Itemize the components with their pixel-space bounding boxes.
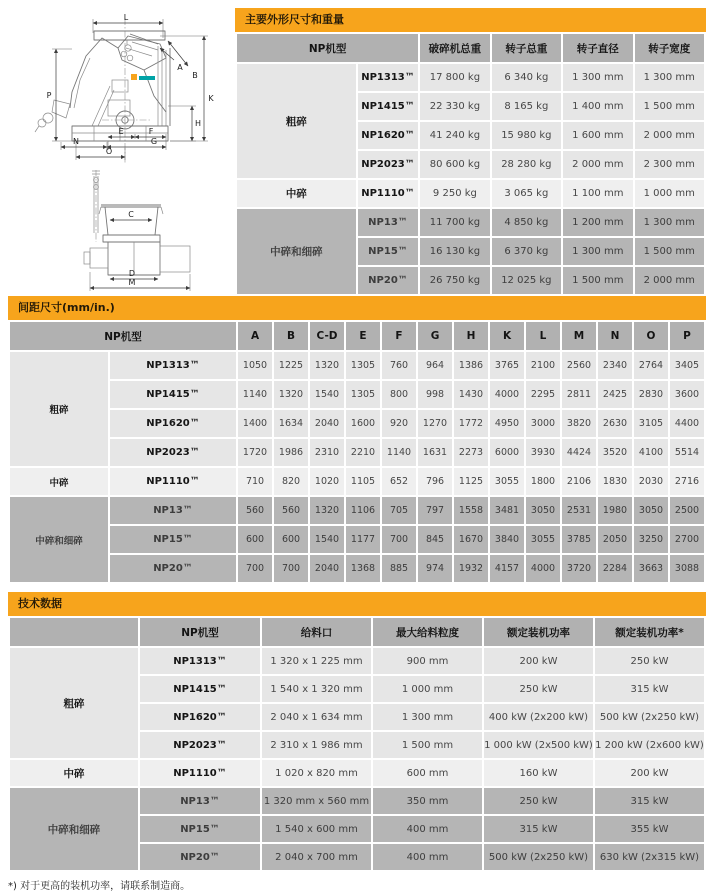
value-cell: 4400 <box>670 410 704 437</box>
value-cell: 1 320 mm x 560 mm <box>262 788 371 814</box>
value-cell: 17 800 kg <box>420 64 489 91</box>
value-cell: 4 850 kg <box>492 209 561 236</box>
value-cell: 1558 <box>454 497 488 524</box>
model-cell: NP1620™ <box>358 122 418 149</box>
value-cell: 1 300 mm <box>635 209 704 236</box>
group-cell: 中碎 <box>10 468 108 495</box>
value-cell: 2830 <box>634 381 668 408</box>
value-cell: 3250 <box>634 526 668 553</box>
value-cell: 1386 <box>454 352 488 379</box>
value-cell: 400 mm <box>373 844 482 870</box>
group-cell: 中碎 <box>237 180 356 207</box>
section-title-dimensions-weight: 主要外形尺寸和重量 <box>235 8 706 32</box>
value-cell: 1 540 x 1 320 mm <box>262 676 371 702</box>
value-cell: 2100 <box>526 352 560 379</box>
model-cell: NP13™ <box>358 209 418 236</box>
spacing-dimensions-section <box>8 296 706 584</box>
value-cell: 1140 <box>238 381 272 408</box>
value-cell: 250 kW <box>484 788 593 814</box>
model-cell: NP1313™ <box>110 352 236 379</box>
dim-label-M: M <box>128 278 136 287</box>
value-cell: 1 600 mm <box>563 122 632 149</box>
value-cell: 1 100 mm <box>563 180 632 207</box>
right-attachment <box>160 246 190 272</box>
value-cell: 26 750 kg <box>420 267 489 294</box>
value-cell: 700 <box>238 555 272 582</box>
dim-label-G: G <box>150 137 158 146</box>
value-cell: 1634 <box>274 410 308 437</box>
value-cell: 2560 <box>562 352 596 379</box>
dim-label-N: N <box>73 137 79 146</box>
model-cell: NP15™ <box>110 526 236 553</box>
top-beam <box>94 31 165 40</box>
value-cell: 2273 <box>454 439 488 466</box>
value-cell: 315 kW <box>484 816 593 842</box>
col-header: P <box>670 322 704 350</box>
value-cell: 3765 <box>490 352 524 379</box>
value-cell: 1 300 mm <box>635 64 704 91</box>
value-cell: 1305 <box>346 352 380 379</box>
value-cell: 1631 <box>418 439 452 466</box>
value-cell: 250 kW <box>484 676 593 702</box>
value-cell: 1 500 mm <box>635 238 704 265</box>
col-header: O <box>634 322 668 350</box>
value-cell: 8 165 kg <box>492 93 561 120</box>
model-cell: NP20™ <box>140 844 260 870</box>
value-cell: 1600 <box>346 410 380 437</box>
value-cell: 3785 <box>562 526 596 553</box>
value-cell: 6 370 kg <box>492 238 561 265</box>
col-header: A <box>238 322 272 350</box>
value-cell: 3 065 kg <box>492 180 561 207</box>
value-cell: 4000 <box>526 555 560 582</box>
model-cell: NP1313™ <box>358 64 418 91</box>
model-cell: NP15™ <box>358 238 418 265</box>
value-cell: 9 250 kg <box>420 180 489 207</box>
value-cell: 1020 <box>310 468 344 495</box>
value-cell: 1980 <box>598 497 632 524</box>
value-cell: 500 kW (2x250 kW) <box>595 704 704 730</box>
value-cell: 160 kW <box>484 760 593 786</box>
col-header: B <box>274 322 308 350</box>
dim-label-P: P <box>46 91 52 100</box>
value-cell: 3520 <box>598 439 632 466</box>
value-cell: 998 <box>418 381 452 408</box>
value-cell: 1 400 mm <box>563 93 632 120</box>
dim-label-O: O <box>105 147 113 156</box>
value-cell: 1 000 mm <box>635 180 704 207</box>
value-cell: 560 <box>274 497 308 524</box>
value-cell: 355 kW <box>595 816 704 842</box>
dim-label-B: B <box>192 71 198 80</box>
value-cell: 1670 <box>454 526 488 553</box>
crusher-dimension-diagram <box>8 8 233 295</box>
value-cell: 1540 <box>310 526 344 553</box>
value-cell: 250 kW <box>595 648 704 674</box>
dim-label-D: D <box>128 269 136 278</box>
value-cell: 6 340 kg <box>492 64 561 91</box>
value-cell: 3840 <box>490 526 524 553</box>
value-cell: 560 <box>238 497 272 524</box>
col-header: 转子宽度 <box>635 34 704 62</box>
side-view <box>35 13 214 164</box>
value-cell: 760 <box>382 352 416 379</box>
value-cell: 28 280 kg <box>492 151 561 178</box>
value-cell: 1 300 mm <box>373 704 482 730</box>
footnote: *) 对于更高的装机功率，请联系制造商。 <box>8 881 191 892</box>
value-cell: 1320 <box>310 352 344 379</box>
group-cell: 粗碎 <box>237 64 356 178</box>
value-cell: 3600 <box>670 381 704 408</box>
value-cell: 22 330 kg <box>420 93 489 120</box>
value-cell: 2310 <box>310 439 344 466</box>
col-header-model: NP机型 <box>140 618 260 646</box>
value-cell: 1 540 x 600 mm <box>262 816 371 842</box>
value-cell: 3050 <box>634 497 668 524</box>
dimensions-weight-section <box>235 8 706 296</box>
model-cell: NP13™ <box>110 497 236 524</box>
value-cell: 796 <box>418 468 452 495</box>
value-cell: 1140 <box>382 439 416 466</box>
value-cell: 1305 <box>346 381 380 408</box>
value-cell: 1720 <box>238 439 272 466</box>
value-cell: 2630 <box>598 410 632 437</box>
technical-data-section <box>8 592 706 872</box>
technical-data-table <box>8 616 706 872</box>
col-header-model: NP机型 <box>10 322 236 350</box>
spacing-dimensions-table <box>8 320 706 584</box>
value-cell: 2 300 mm <box>635 151 704 178</box>
value-cell: 2040 <box>310 410 344 437</box>
value-cell: 15 980 kg <box>492 122 561 149</box>
col-header: 转子直径 <box>563 34 632 62</box>
col-header: L <box>526 322 560 350</box>
value-cell: 1 200 mm <box>563 209 632 236</box>
value-cell: 2 310 x 1 986 mm <box>262 732 371 758</box>
value-cell: 3663 <box>634 555 668 582</box>
value-cell: 2 040 x 700 mm <box>262 844 371 870</box>
value-cell: 2 000 mm <box>563 151 632 178</box>
dim-label-F: F <box>148 127 154 136</box>
value-cell: 2295 <box>526 381 560 408</box>
front-view <box>84 170 190 291</box>
group-cell: 中碎和细碎 <box>10 497 108 582</box>
value-cell: 1 500 mm <box>563 267 632 294</box>
col-header: 额定装机功率* <box>595 618 704 646</box>
value-cell: 2284 <box>598 555 632 582</box>
col-header: M <box>562 322 596 350</box>
value-cell: 1 000 mm <box>373 676 482 702</box>
value-cell: 2 000 mm <box>635 122 704 149</box>
value-cell: 315 kW <box>595 788 704 814</box>
model-cell: NP1313™ <box>140 648 260 674</box>
value-cell: 797 <box>418 497 452 524</box>
value-cell: 1 020 x 820 mm <box>262 760 371 786</box>
value-cell: 4100 <box>634 439 668 466</box>
col-header: K <box>490 322 524 350</box>
value-cell: 1 500 mm <box>373 732 482 758</box>
value-cell: 41 240 kg <box>420 122 489 149</box>
col-header-model: NP机型 <box>237 34 418 62</box>
dim-label-K: K <box>208 94 214 103</box>
value-cell: 1800 <box>526 468 560 495</box>
value-cell: 2716 <box>670 468 704 495</box>
value-cell: 2106 <box>562 468 596 495</box>
col-header: F <box>382 322 416 350</box>
value-cell: 845 <box>418 526 452 553</box>
value-cell: 4000 <box>490 381 524 408</box>
model-cell: NP2023™ <box>140 732 260 758</box>
col-header-empty <box>10 618 138 646</box>
value-cell: 500 kW (2x250 kW) <box>484 844 593 870</box>
value-cell: 2425 <box>598 381 632 408</box>
model-cell: NP2023™ <box>358 151 418 178</box>
value-cell: 1 500 mm <box>635 93 704 120</box>
value-cell: 1430 <box>454 381 488 408</box>
value-cell: 630 kW (2x315 kW) <box>595 844 704 870</box>
value-cell: 1830 <box>598 468 632 495</box>
value-cell: 12 025 kg <box>492 267 561 294</box>
value-cell: 2040 <box>310 555 344 582</box>
value-cell: 600 <box>238 526 272 553</box>
value-cell: 900 mm <box>373 648 482 674</box>
brand-mark-orange <box>131 74 137 80</box>
dim-label-H: H <box>194 119 202 128</box>
value-cell: 400 mm <box>373 816 482 842</box>
group-cell: 粗碎 <box>10 648 138 758</box>
value-cell: 2340 <box>598 352 632 379</box>
value-cell: 1932 <box>454 555 488 582</box>
group-cell: 中碎 <box>10 760 138 786</box>
col-header: 转子总重 <box>492 34 561 62</box>
value-cell: 3930 <box>526 439 560 466</box>
value-cell: 1368 <box>346 555 380 582</box>
value-cell: 700 <box>274 555 308 582</box>
col-header: 最大给料粒度 <box>373 618 482 646</box>
value-cell: 1177 <box>346 526 380 553</box>
dim-label-E: E <box>118 127 124 136</box>
value-cell: 1105 <box>346 468 380 495</box>
section-title-technical-data: 技术数据 <box>8 592 706 616</box>
value-cell: 705 <box>382 497 416 524</box>
value-cell: 1270 <box>418 410 452 437</box>
value-cell: 3055 <box>490 468 524 495</box>
dim-label-C: C <box>128 210 134 219</box>
value-cell: 2 040 x 1 634 mm <box>262 704 371 730</box>
group-cell: 中碎和细碎 <box>237 209 356 294</box>
value-cell: 2500 <box>670 497 704 524</box>
col-header: E <box>346 322 380 350</box>
mid-flange <box>103 235 160 242</box>
drive-unit <box>52 100 70 118</box>
col-header: H <box>454 322 488 350</box>
value-cell: 3055 <box>526 526 560 553</box>
value-cell: 1540 <box>310 381 344 408</box>
value-cell: 350 mm <box>373 788 482 814</box>
value-cell: 400 kW (2x200 kW) <box>484 704 593 730</box>
value-cell: 1320 <box>274 381 308 408</box>
model-cell: NP1620™ <box>110 410 236 437</box>
col-header: N <box>598 322 632 350</box>
value-cell: 5514 <box>670 439 704 466</box>
value-cell: 920 <box>382 410 416 437</box>
model-cell: NP1415™ <box>110 381 236 408</box>
dimensions-weight-table <box>235 32 706 296</box>
value-cell: 4950 <box>490 410 524 437</box>
value-cell: 1225 <box>274 352 308 379</box>
model-cell: NP20™ <box>110 555 236 582</box>
value-cell: 974 <box>418 555 452 582</box>
value-cell: 885 <box>382 555 416 582</box>
model-cell: NP1110™ <box>140 760 260 786</box>
value-cell: 1986 <box>274 439 308 466</box>
value-cell: 1 300 mm <box>563 64 632 91</box>
value-cell: 2764 <box>634 352 668 379</box>
value-cell: 2531 <box>562 497 596 524</box>
value-cell: 710 <box>238 468 272 495</box>
value-cell: 800 <box>382 381 416 408</box>
model-cell: NP20™ <box>358 267 418 294</box>
model-cell: NP2023™ <box>110 439 236 466</box>
value-cell: 1106 <box>346 497 380 524</box>
model-cell: NP1110™ <box>110 468 236 495</box>
crusher-diagram-svg <box>8 8 233 295</box>
value-cell: 2 000 mm <box>635 267 704 294</box>
left-attachment <box>90 248 108 268</box>
value-cell: 3405 <box>670 352 704 379</box>
model-cell: NP13™ <box>140 788 260 814</box>
value-cell: 1050 <box>238 352 272 379</box>
col-header: C-D <box>310 322 344 350</box>
value-cell: 2210 <box>346 439 380 466</box>
value-cell: 2811 <box>562 381 596 408</box>
value-cell: 652 <box>382 468 416 495</box>
value-cell: 1400 <box>238 410 272 437</box>
col-header: 给料口 <box>262 618 371 646</box>
model-cell: NP1415™ <box>358 93 418 120</box>
value-cell: 1125 <box>454 468 488 495</box>
value-cell: 2030 <box>634 468 668 495</box>
value-cell: 4157 <box>490 555 524 582</box>
value-cell: 3820 <box>562 410 596 437</box>
model-cell: NP1415™ <box>140 676 260 702</box>
value-cell: 4424 <box>562 439 596 466</box>
value-cell: 3000 <box>526 410 560 437</box>
value-cell: 1 300 mm <box>563 238 632 265</box>
col-header: 额定装机功率 <box>484 618 593 646</box>
value-cell: 964 <box>418 352 452 379</box>
dim-label-L: L <box>123 13 129 22</box>
value-cell: 3720 <box>562 555 596 582</box>
model-cell: NP15™ <box>140 816 260 842</box>
value-cell: 315 kW <box>595 676 704 702</box>
value-cell: 3105 <box>634 410 668 437</box>
value-cell: 3481 <box>490 497 524 524</box>
value-cell: 3088 <box>670 555 704 582</box>
value-cell: 1 320 x 1 225 mm <box>262 648 371 674</box>
value-cell: 600 <box>274 526 308 553</box>
value-cell: 700 <box>382 526 416 553</box>
value-cell: 2700 <box>670 526 704 553</box>
col-header: G <box>418 322 452 350</box>
value-cell: 1772 <box>454 410 488 437</box>
group-cell: 粗碎 <box>10 352 108 466</box>
col-header: 破碎机总重 <box>420 34 489 62</box>
section-title-spacing: 间距尺寸(mm/in.) <box>8 296 706 320</box>
value-cell: 200 kW <box>484 648 593 674</box>
value-cell: 80 600 kg <box>420 151 489 178</box>
dim-label-A: A <box>177 63 183 72</box>
model-cell: NP1110™ <box>358 180 418 207</box>
value-cell: 1 000 kW (2x500 kW) <box>484 732 593 758</box>
value-cell: 11 700 kg <box>420 209 489 236</box>
value-cell: 600 mm <box>373 760 482 786</box>
value-cell: 200 kW <box>595 760 704 786</box>
group-cell: 中碎和细碎 <box>10 788 138 870</box>
value-cell: 16 130 kg <box>420 238 489 265</box>
value-cell: 6000 <box>490 439 524 466</box>
value-cell: 2050 <box>598 526 632 553</box>
model-cell: NP1620™ <box>140 704 260 730</box>
value-cell: 1 200 kW (2x600 kW) <box>595 732 704 758</box>
brand-mark-teal <box>139 76 155 80</box>
value-cell: 820 <box>274 468 308 495</box>
lifting-chain <box>125 45 131 51</box>
value-cell: 1320 <box>310 497 344 524</box>
value-cell: 3050 <box>526 497 560 524</box>
